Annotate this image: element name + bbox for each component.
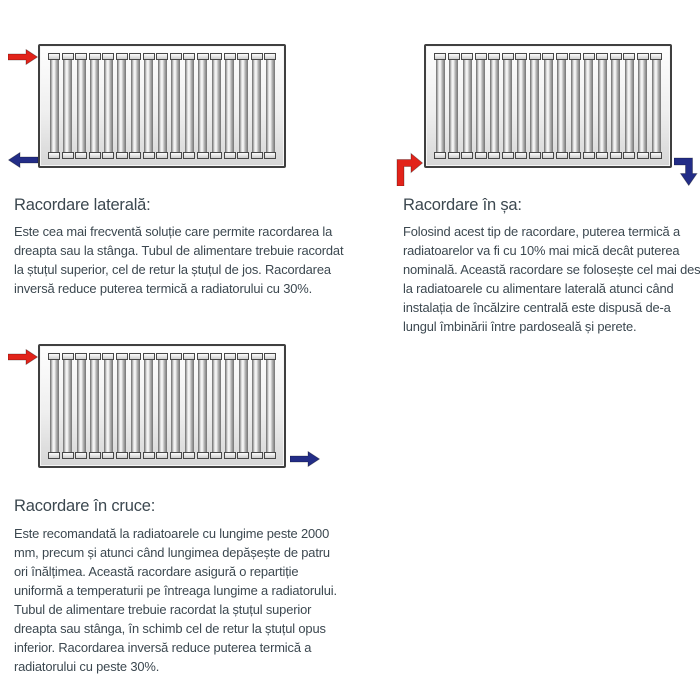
radiator-fin: [129, 353, 141, 459]
radiator-fins: [48, 53, 276, 159]
supply-arrow-right-icon: [8, 349, 38, 365]
radiator-fin: [488, 53, 500, 159]
radiator-fin: [156, 353, 168, 459]
radiator-fin: [62, 353, 74, 459]
supply-elbow-arrow-up-right-icon: [396, 146, 423, 186]
radiator-fin: [75, 353, 87, 459]
section-heading-lateral: Racordare laterală:: [14, 196, 151, 214]
return-arrow-left-icon: [8, 152, 38, 168]
radiator-fin: [448, 53, 460, 159]
radiator-fin: [143, 53, 155, 159]
return-arrow-right-icon: [290, 451, 320, 467]
radiator-fin: [197, 353, 209, 459]
radiator-fin: [529, 53, 541, 159]
radiator-fin: [556, 53, 568, 159]
radiator-fin: [224, 53, 236, 159]
section-body-cross: Este recomandată la radiatoarele cu lungime peste 2000 mm, precum și atunci când lungimea depășește de patru ori înălțimea. Această racordare asigură o repartiție uniformă a temperaturii pe întreaga lungime a radiatorului. Tubul de alimentare trebuie racordat la ștuțul superior dreapta sau stânga, în schimb cel de retur la ștuțul opus inferior. Racordarea inversă reduce puterea termică a radiatorului cu peste 30%.: [14, 526, 337, 674]
radiator-fins: [48, 353, 276, 459]
radiator-fin: [515, 53, 527, 159]
radiator-fin: [102, 353, 114, 459]
supply-arrow-right-icon: [8, 49, 38, 65]
radiator-fin: [264, 353, 276, 459]
radiator-illustration-cross: [38, 344, 286, 468]
radiator-fin: [89, 53, 101, 159]
radiator-fin: [156, 53, 168, 159]
radiator-fin: [434, 53, 446, 159]
radiator-fin: [502, 53, 514, 159]
radiator-fin: [102, 53, 114, 159]
radiator-fin: [251, 353, 263, 459]
radiator-fin: [610, 53, 622, 159]
radiator-illustration-lateral: [38, 44, 286, 168]
section-body-saddle: Folosind acest tip de racordare, puterea termică a radiatoarelor va fi cu 10% mai mică decât puterea nominală. Această racordare se folosește cel mai des la radiatoarele cu alimentare laterală atunci când instalația de încălzire centrală este dispusă de-a lungul îmbinării între pardoseală și perete.: [403, 224, 700, 334]
radiator-fin: [89, 353, 101, 459]
radiator-fin: [237, 53, 249, 159]
radiator-fin: [129, 53, 141, 159]
section-heading-saddle: Racordare în șa:: [403, 196, 522, 214]
radiator-fin: [48, 353, 60, 459]
radiator-fin: [264, 53, 276, 159]
radiator-fin: [183, 53, 195, 159]
radiator-illustration-saddle: [424, 44, 672, 168]
radiator-fin: [461, 53, 473, 159]
radiator-fin: [183, 353, 195, 459]
radiator-fin: [583, 53, 595, 159]
radiator-fin: [224, 353, 236, 459]
section-heading-cross: Racordare în cruce:: [14, 497, 156, 515]
radiator-fin: [637, 53, 649, 159]
radiator-fin: [596, 53, 608, 159]
radiator-fin: [116, 353, 128, 459]
radiator-fin: [569, 53, 581, 159]
radiator-fin: [170, 353, 182, 459]
radiator-fin: [650, 53, 662, 159]
radiator-fin: [542, 53, 554, 159]
radiator-fin: [48, 53, 60, 159]
radiator-fin: [237, 353, 249, 459]
radiator-fin: [62, 53, 74, 159]
section-body-lateral: Este cea mai frecventă soluție care permite racordarea la dreapta sau la stânga. Tubul de alimentare trebuie racordat la ștuțul superior, cel de retur la ștuțul de jos. Racordarea inversă reduce puterea termică a radiatorului cu 30%.: [14, 224, 344, 296]
radiator-fin: [623, 53, 635, 159]
radiator-fin: [475, 53, 487, 159]
radiator-fin: [210, 353, 222, 459]
radiator-fin: [210, 53, 222, 159]
radiator-fin: [143, 353, 155, 459]
radiator-fin: [170, 53, 182, 159]
radiator-fin: [116, 53, 128, 159]
return-elbow-arrow-right-down-icon: [674, 146, 700, 186]
radiator-fin: [75, 53, 87, 159]
radiator-fins: [434, 53, 662, 159]
radiator-fin: [251, 53, 263, 159]
radiator-fin: [197, 53, 209, 159]
